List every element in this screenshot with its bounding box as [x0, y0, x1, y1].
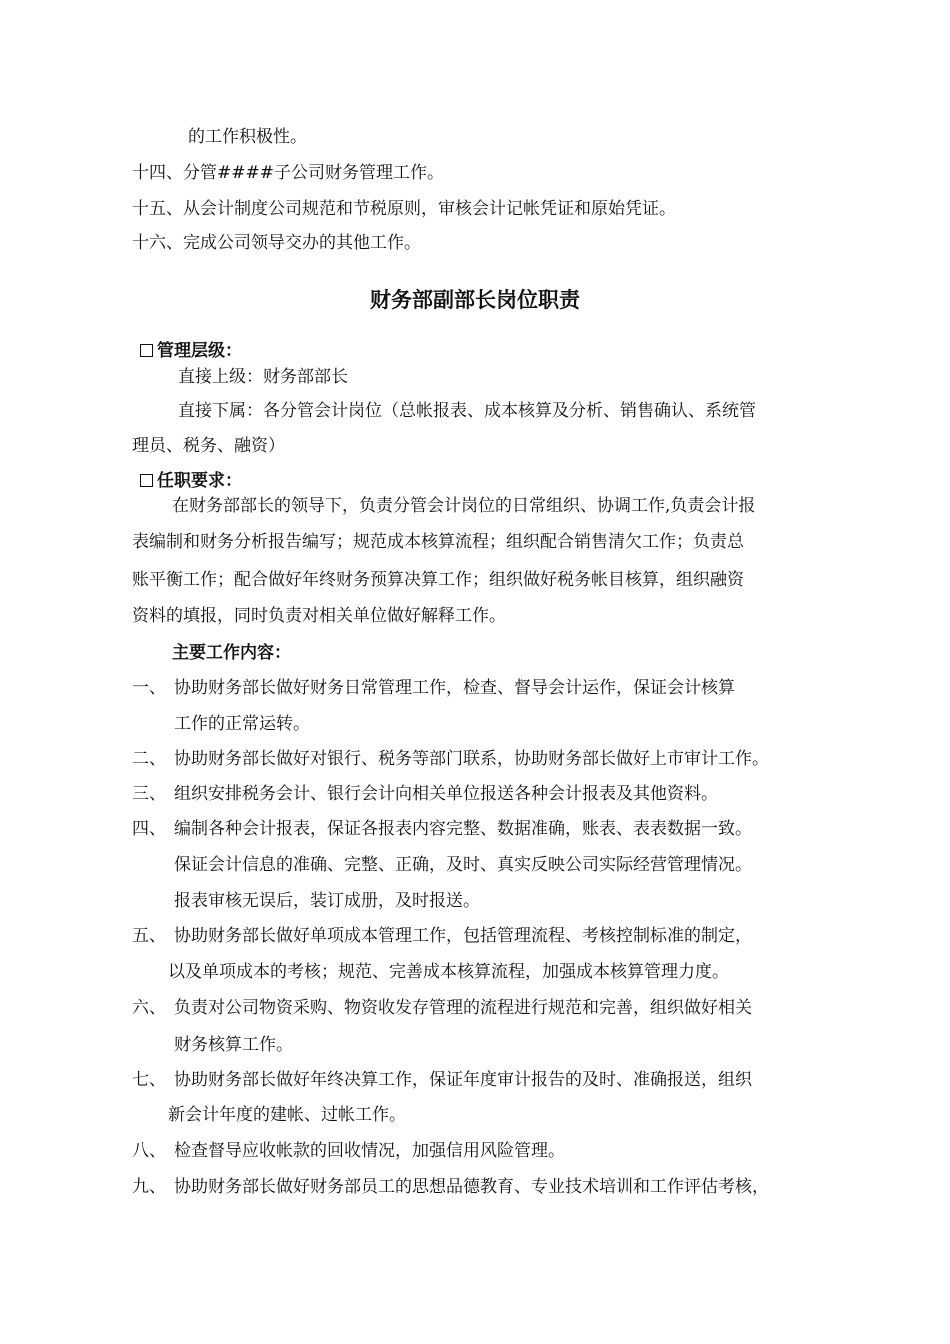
item-number: 八、: [132, 1141, 166, 1161]
requirements-line-4: 资料的填报，同时负责对相关单位做好解释工作。: [132, 606, 506, 626]
item-continuation: 工作的正常运转。: [174, 714, 310, 734]
item-text: 协助财务部长做好年终决算工作，保证年度审计报告的及时、准确报送，组织: [174, 1070, 752, 1090]
item-continuation: 财务核算工作。: [174, 1035, 293, 1055]
item-number: 六、: [132, 998, 166, 1018]
requirements-line-2: 表编制和财务分析报告编写；规范成本核算流程；组织配合销售清欠工作；负责总: [132, 532, 744, 552]
direct-subordinate-line-1: 直接下属：各分管会计岗位（总帐报表、成本核算及分析、销售确认、系统管: [178, 401, 756, 421]
prev-tail-line-4: 十六、完成公司领导交办的其他工作。: [132, 233, 421, 253]
list-item: [132, 677, 735, 699]
list-item: [132, 1069, 752, 1091]
item-text: 协助财务部长做好对银行、税务等部门联系，协助财务部长做好上市审计工作。: [174, 749, 769, 769]
item-number: 五、: [132, 926, 166, 946]
item-number: 四、: [132, 819, 166, 839]
list-item: [132, 1176, 769, 1198]
list-item: [132, 1140, 565, 1162]
item-text: 协助财务部长做好财务部员工的思想品德教育、专业技术培训和工作评估考核，: [174, 1177, 769, 1197]
management-heading-text: 管理层级：: [157, 341, 242, 361]
item-continuation: 新会计年度的建帐、过帐工作。: [168, 1105, 406, 1125]
item-text: 负责对公司物资采购、物资收发存管理的流程进行规范和完善，组织做好相关: [174, 998, 752, 1018]
requirements-heading: [140, 470, 242, 492]
list-item: [132, 783, 718, 805]
item-continuation: 保证会计信息的准确、完整、正确，及时、真实反映公司实际经营管理情况。: [174, 855, 752, 875]
main-work-heading: 主要工作内容：: [172, 643, 291, 663]
item-number: 九、: [132, 1177, 166, 1197]
requirements-line-3: 账平衡工作；配合做好年终财务预算决算工作；组织做好税务帐目核算，组织融资: [132, 570, 744, 590]
item-text: 编制各种会计报表，保证各报表内容完整、数据准确，账表、表表数据一致。: [174, 819, 752, 839]
prev-tail-line-3: 十五、从会计制度公司规范和节税原则，审核会计记帐凭证和原始凭证。: [132, 199, 676, 219]
list-item: [132, 748, 769, 770]
prev-tail-line-1: 的工作积极性。: [188, 127, 307, 147]
item-text: 协助财务部长做好单项成本管理工作，包括管理流程、考核控制标准的制定，: [174, 926, 752, 946]
item-text: 组织安排税务会计、银行会计向相关单位报送各种会计报表及其他资料。: [174, 784, 718, 804]
item-number: 二、: [132, 749, 166, 769]
requirements-line-1: 在财务部部长的领导下，负责分管会计岗位的日常组织、协调工作,负责会计报: [172, 496, 756, 516]
direct-subordinate-line-2: 理员、税务、融资）: [132, 436, 285, 456]
direct-superior: 直接上级：财务部部长: [178, 367, 348, 387]
list-item: [132, 925, 752, 947]
item-continuation: 报表审核无误后，装订成册，及时报送。: [174, 891, 480, 911]
list-item: [132, 818, 752, 840]
requirements-heading-text: 任职要求：: [157, 471, 242, 491]
item-number: 一、: [132, 678, 166, 698]
item-text: 协助财务部长做好财务日常管理工作，检查、督导会计运作，保证会计核算: [174, 678, 735, 698]
item-number: 七、: [132, 1070, 166, 1090]
list-item: [132, 997, 752, 1019]
item-number: 三、: [132, 784, 166, 804]
management-heading: [140, 340, 242, 362]
page-title: 财务部副部长岗位职责: [370, 288, 580, 312]
checkbox-square-icon: [140, 344, 153, 357]
prev-tail-line-2: 十四、分管####子公司财务管理工作。: [132, 163, 444, 183]
checkbox-square-icon: [140, 474, 153, 487]
item-continuation: 以及单项成本的考核；规范、完善成本核算流程，加强成本核算管理力度。: [168, 962, 729, 982]
item-text: 检查督导应收帐款的回收情况，加强信用风险管理。: [174, 1141, 565, 1161]
